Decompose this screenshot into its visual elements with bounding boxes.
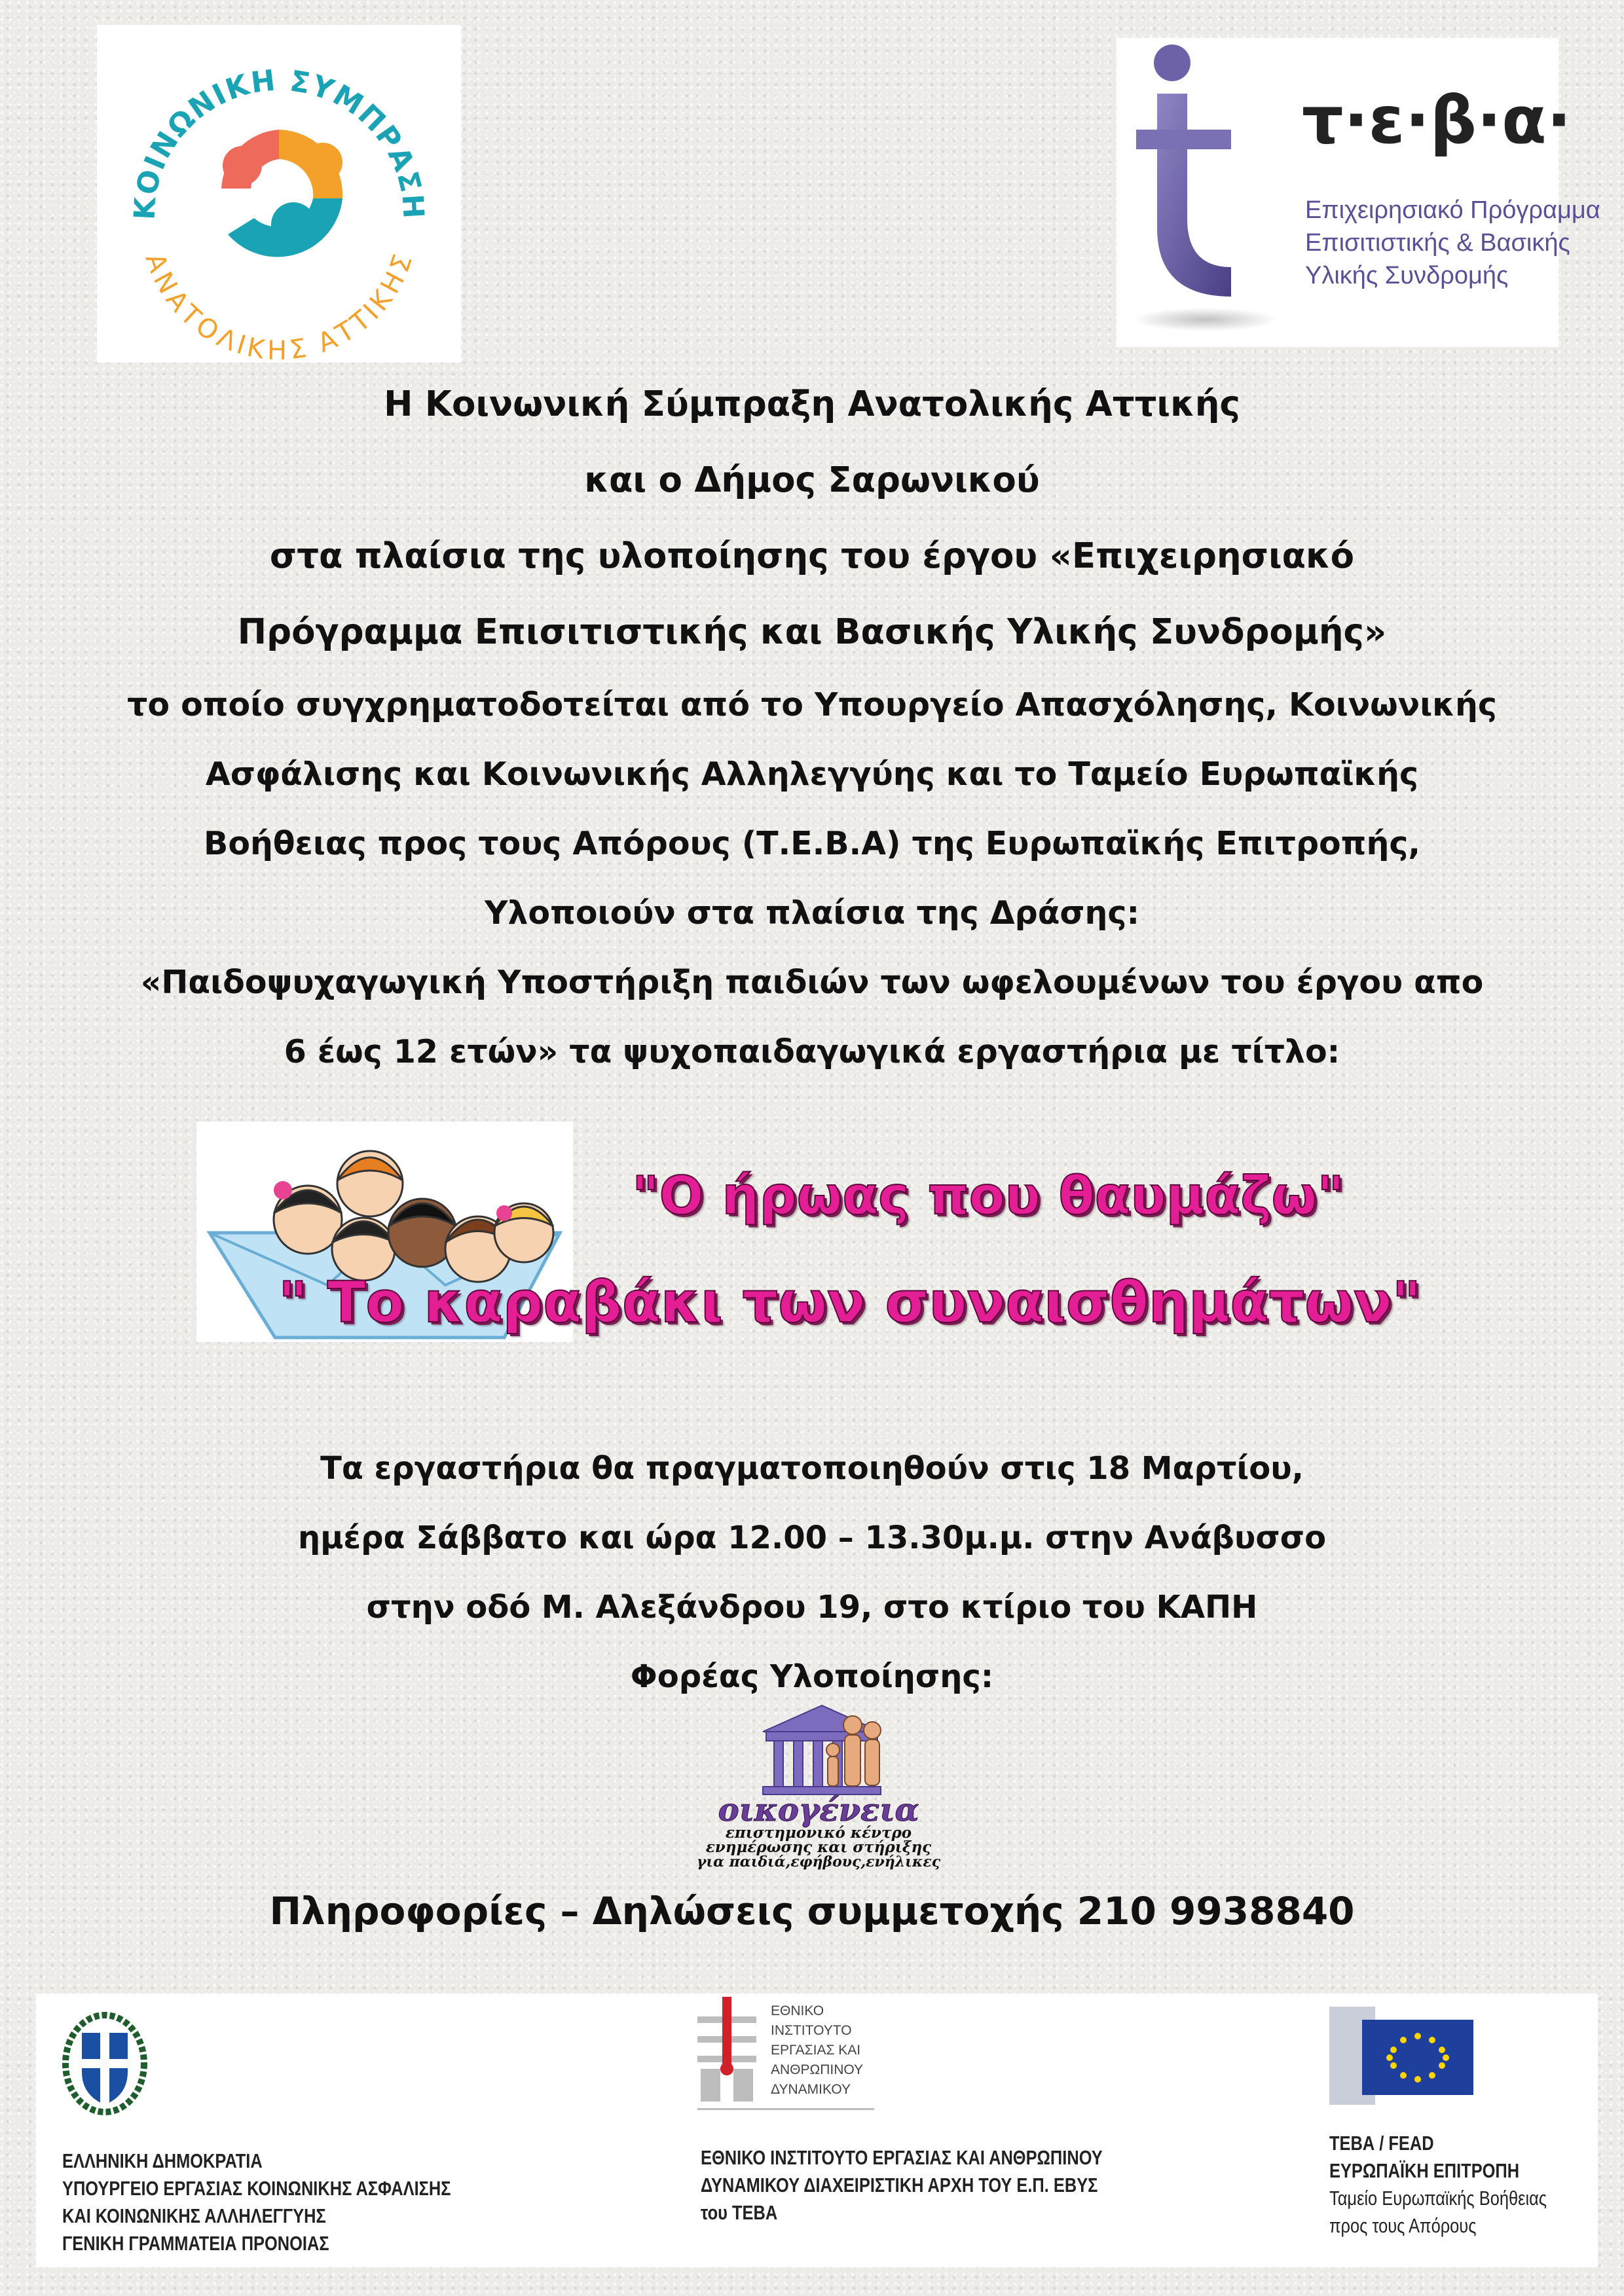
intro-line: Ασφάλισης και Κοινωνικής Αλληλεγγύης και το Ταμείο Ευρωπαϊκής bbox=[205, 756, 1419, 793]
eu-caption: ΤΕΒΑ / FEAD ΕΥΡΩΠΑΪΚΗ ΕΠΙΤΡΟΠΗ Ταμείο Ευρωπαϊκής Βοήθειας προς τους Απόρους bbox=[1329, 2132, 1547, 2237]
intro-line: το οποίο συγχρηματοδοτείται από το Υπουργείο Απασχόλησης, Κοινωνικής bbox=[127, 686, 1497, 723]
svg-text:ΙΝΣΤΙΤΟΥΤΟ: ΙΝΣΤΙΤΟΥΤΟ bbox=[771, 2023, 852, 2038]
eu-flag-icon bbox=[1329, 2007, 1473, 2105]
eiead-logo bbox=[697, 1997, 907, 2128]
teba-logo bbox=[1116, 38, 1600, 347]
event-line: ημέρα Σάββατο και ώρα 12.00 – 13.30μ.μ. στην Ανάβυσσο bbox=[297, 1520, 1327, 1556]
oikogeneia-line2: ενημέρωσης και στήριξης bbox=[705, 1838, 932, 1856]
oikogeneia-logo bbox=[681, 1699, 956, 1869]
ks-top-text: ΚΟΙΝΩΝΙΚΗ ΣΥΜΠΡΑΣΗ bbox=[128, 64, 430, 221]
event-line: Τα εργαστήρια θα πραγματοποιηθούν στις 18 Μαρτίου, bbox=[320, 1450, 1304, 1487]
svg-text:ΕΡΓΑΣΙΑΣ ΚΑΙ: ΕΡΓΑΣΙΑΣ ΚΑΙ bbox=[771, 2043, 861, 2058]
intro-line: και ο Δήμος Σαρωνικού bbox=[584, 460, 1040, 500]
svg-text:ΕΘΝΙΚΟ: ΕΘΝΙΚΟ bbox=[771, 2003, 824, 2018]
intro-line: Βοήθειας προς τους Απόρους (Τ.Ε.Β.Α) της Ευρωπαϊκής Επιτροπής, bbox=[203, 825, 1420, 862]
svg-text:ΔΥΝΑΜΙΚΟΥ: ΔΥΝΑΜΙΚΟΥ bbox=[771, 2082, 851, 2097]
intro-line: 6 έως 12 ετών» τα ψυχοπαιδαγωγικά εργαστήρια με τίτλο: bbox=[284, 1033, 1340, 1070]
oikogeneia-line3: για παιδιά,εφήβους,ενήλικες bbox=[696, 1853, 941, 1870]
intro-line: «Παιδοψυχαγωγική Υποστήριξη παιδιών των ωφελουμένων του έργου απο bbox=[140, 964, 1484, 1001]
event-details bbox=[0, 1434, 1624, 1711]
workshop-title-1: "Ο ήρωας που θαυμάζω" bbox=[632, 1165, 1344, 1226]
teba-brand: τ·ε·β·α· bbox=[1302, 82, 1572, 158]
intro-line: Πρόγραμμα Επισιτιστικής και Βασικής Υλικής Συνδρομής» bbox=[237, 612, 1387, 652]
koinoniki-symprasi-logo bbox=[97, 25, 461, 363]
greek-coat-of-arms-icon bbox=[62, 2010, 147, 2115]
svg-text:ΑΝΘΡΩΠΙΝΟΥ: ΑΝΘΡΩΠΙΝΟΥ bbox=[771, 2062, 864, 2077]
teba-line2: Επισιτιστικής & Βασικής bbox=[1305, 229, 1570, 257]
footer-sponsors bbox=[36, 1994, 1598, 2267]
event-line: στην οδό Μ. Αλεξάνδρου 19, στο κτίριο του ΚΑΠΗ bbox=[366, 1589, 1258, 1626]
greek-state-caption: ΕΛΛΗΝΙΚΗ ΔΗΜΟΚΡΑΤΙΑ ΥΠΟΥΡΓΕΙΟ ΕΡΓΑΣΙΑΣ ΚΟΙΝΩΝΙΚΗΣ ΑΣΦΑΛΙΣΗΣ ΚΑΙ ΚΟΙΝΩΝΙΚΗΣ ΑΛΛΗΛΕΓΓΥΗΣ ΓΕΝΙΚΗ ΓΡΑΜΜΑΤΕΙΑ ΠΡΟΝΟΙΑΣ bbox=[62, 2149, 451, 2255]
oikogeneia-line1: επιστημονικό κέντρο bbox=[725, 1824, 912, 1842]
eiead-caption: ΕΘΝΙΚΟ ΙΝΣΤΙΤΟΥΤΟ ΕΡΓΑΣΙΑΣ ΚΑΙ ΑΝΘΡΩΠΙΝΟΥ ΔΥΝΑΜΙΚΟΥ ΔΙΑΧΕΙΡΙΣΤΙΚΗ ΑΡΧΗ ΤΟΥ Ε.Π. ΕΒΥΣ του ΤΕΒΑ bbox=[701, 2146, 1103, 2224]
teba-line3: Υλικής Συνδρομής bbox=[1305, 262, 1509, 289]
oikogeneia-name: οικογένεια bbox=[718, 1792, 919, 1829]
teba-line1: Επιχειρησιακό Πρόγραμμα bbox=[1305, 196, 1600, 224]
intro-line: στα πλαίσια της υλοποίησης του έργου «Επιχειρησιακό bbox=[269, 536, 1355, 576]
intro-line: Η Κοινωνική Σύμπραξη Ανατολικής Αττικής bbox=[384, 384, 1240, 424]
intro-line: Υλοποιούν στα πλαίσια της Δράσης: bbox=[484, 894, 1140, 932]
contact-info: Πληροφορίες – Δηλώσεις συμμετοχής 210 9938840 bbox=[269, 1889, 1355, 1933]
event-line: Φορέας Υλοποίησης: bbox=[630, 1658, 994, 1695]
ks-bottom-text: ΑΝΑΤΟΛΙΚΗΣ ΑΤΤΙΚΗΣ bbox=[139, 249, 419, 363]
intro-text bbox=[0, 367, 1624, 1087]
workshop-title-2: " Το καραβάκι των συναισθημάτων" bbox=[278, 1270, 1422, 1336]
